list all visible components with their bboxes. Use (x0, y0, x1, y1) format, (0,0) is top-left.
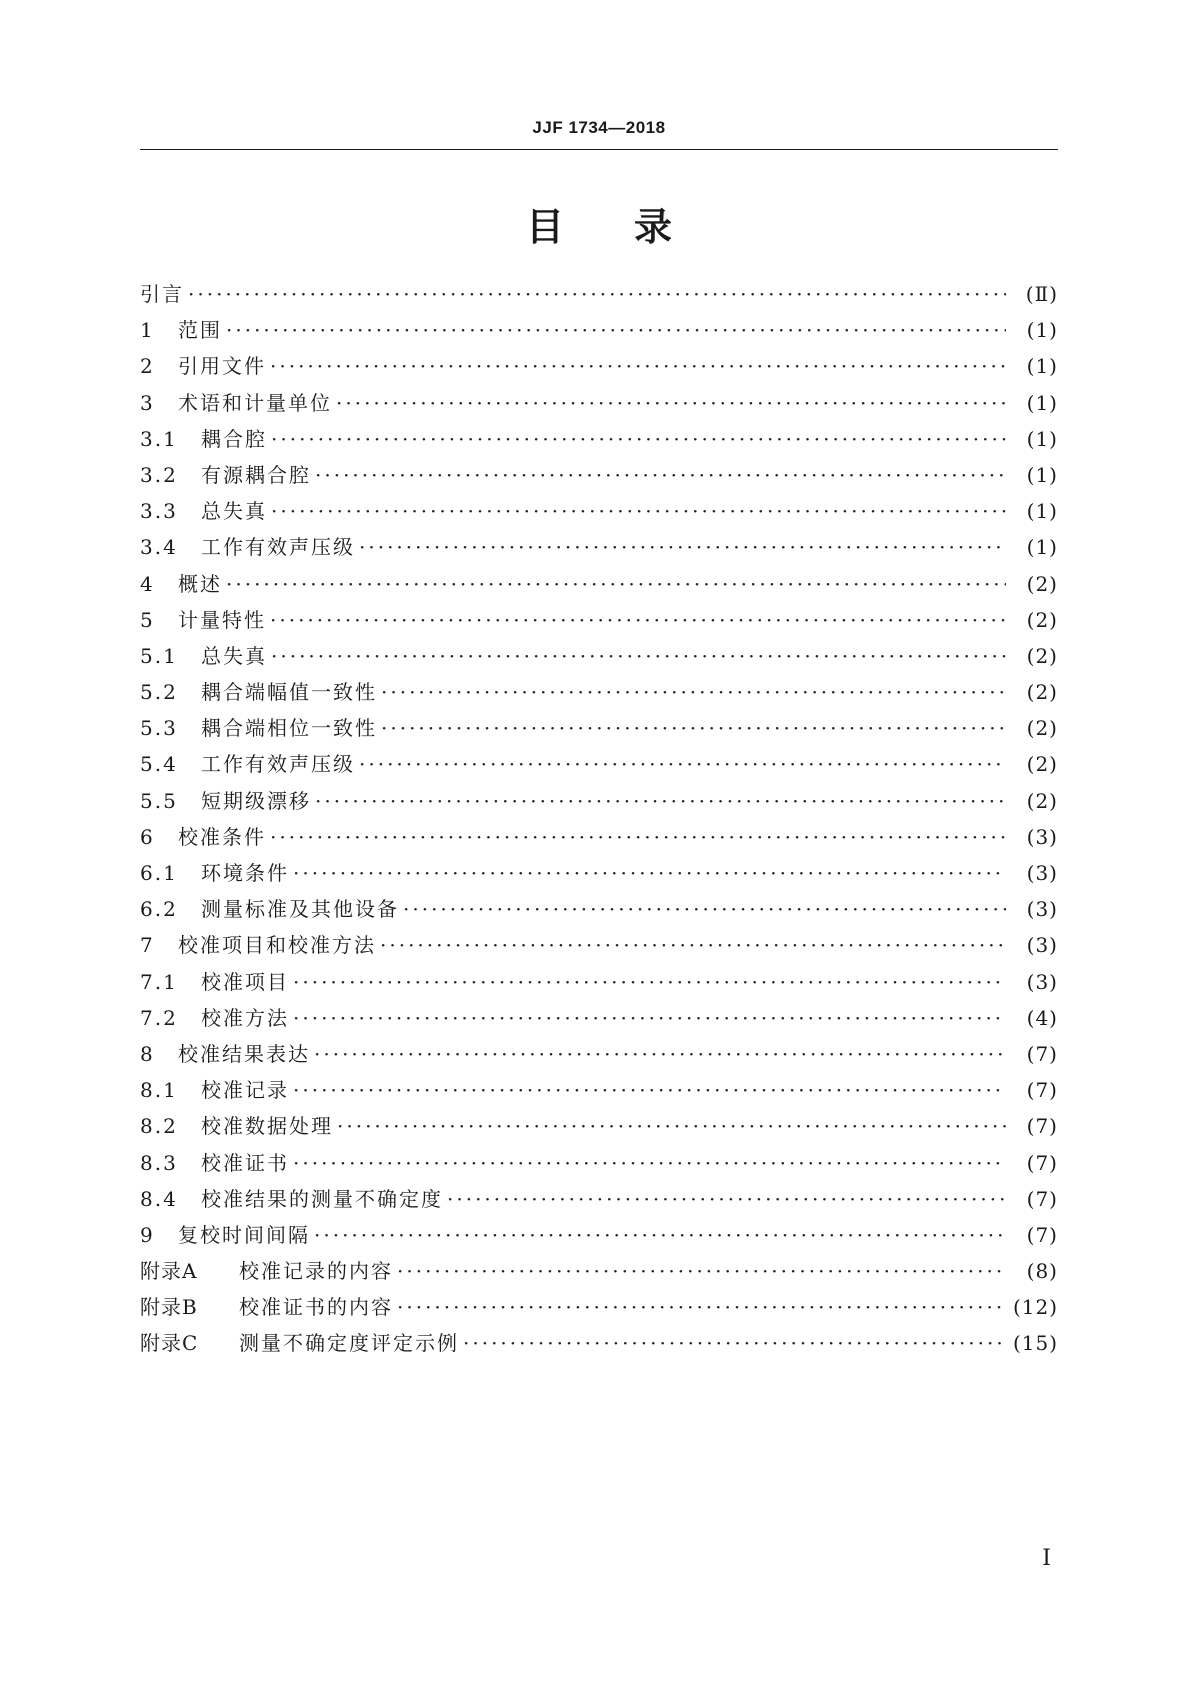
toc-entry-page: (2) (1026, 716, 1058, 741)
toc-entry-number: 3.3 (140, 499, 178, 524)
toc-dot-leader (270, 602, 1006, 638)
toc-entry-page: (1) (1026, 462, 1058, 487)
toc-dot-leader (188, 276, 1006, 312)
toc-dot-leader (226, 312, 1006, 348)
toc-dot-leader (315, 457, 1006, 493)
toc-dot-leader (293, 1000, 1006, 1036)
toc-entry-label: 计量特性 (178, 607, 266, 632)
toc-dot-leader (403, 891, 1006, 927)
toc-entry[interactable] (140, 457, 1058, 493)
toc-entry-number: 6 (140, 824, 155, 849)
toc-entry-label: 校准证书的内容 (239, 1295, 393, 1320)
toc-entry-number: 5.4 (140, 752, 178, 777)
toc-entry-page: (1) (1026, 535, 1058, 560)
toc-entry-page: (3) (1026, 824, 1058, 849)
toc-entry[interactable] (140, 783, 1058, 819)
toc-entry-label: 引言 (140, 282, 184, 306)
toc-entry-page: (Ⅱ) (1025, 282, 1058, 306)
toc-dot-leader (271, 638, 1006, 674)
toc-entry[interactable] (140, 855, 1058, 891)
toc-entry-page: (2) (1026, 607, 1058, 632)
toc-entry-number: 2 (140, 354, 155, 379)
toc-entry-page: (2) (1026, 643, 1058, 668)
toc-entry-page: (7) (1026, 1186, 1058, 1211)
toc-dot-leader (293, 855, 1006, 891)
toc-entry-number: 5.2 (140, 680, 178, 705)
toc-dot-leader (397, 1289, 1006, 1325)
table-of-contents (140, 276, 1058, 1362)
toc-entry-page: (2) (1026, 788, 1058, 813)
toc-dot-leader (271, 493, 1006, 529)
toc-entry[interactable] (140, 1253, 1058, 1289)
toc-entry-page: (3) (1026, 969, 1058, 994)
toc-dot-leader (463, 1325, 1006, 1361)
toc-entry-label: 校准结果表达 (178, 1041, 310, 1066)
toc-entry-page: (1) (1026, 499, 1058, 524)
toc-entry-number: 3.4 (140, 535, 178, 560)
toc-entry-number: 附录B (140, 1295, 198, 1320)
toc-entry-number: 5.3 (140, 716, 178, 741)
toc-entry-number: 7.1 (140, 969, 178, 994)
toc-entry[interactable] (140, 276, 1058, 312)
toc-entry-number: 8.2 (140, 1114, 178, 1139)
toc-entry-label: 校准证书 (201, 1150, 289, 1175)
toc-entry-label: 工作有效声压级 (201, 752, 355, 777)
toc-dot-leader (337, 1108, 1006, 1144)
toc-entry[interactable] (140, 1217, 1058, 1253)
toc-dot-leader (447, 1181, 1006, 1217)
toc-dot-leader (270, 348, 1006, 384)
toc-entry-page: (2) (1026, 571, 1058, 596)
toc-entry[interactable] (140, 1108, 1058, 1144)
toc-entry-page: (1) (1026, 390, 1058, 415)
toc-entry-number: 3.1 (140, 426, 178, 451)
toc-entry-page: (2) (1026, 680, 1058, 705)
toc-dot-leader (381, 710, 1006, 746)
toc-entry-number: 附录C (140, 1331, 199, 1356)
toc-entry-label: 术语和计量单位 (178, 390, 332, 415)
toc-entry[interactable] (140, 891, 1058, 927)
toc-entry-number: 6.2 (140, 897, 178, 922)
toc-entry-label: 范围 (178, 318, 222, 343)
toc-entry-label: 工作有效声压级 (201, 535, 355, 560)
toc-entry[interactable] (140, 964, 1058, 1000)
toc-entry-number: 附录A (140, 1259, 198, 1284)
toc-entry[interactable] (140, 385, 1058, 421)
toc-dot-leader (270, 819, 1006, 855)
toc-entry-number: 8.1 (140, 1078, 178, 1103)
page-number: Ⅰ (1042, 1546, 1051, 1571)
toc-entry-label: 有源耦合腔 (201, 462, 311, 487)
toc-entry-number: 1 (140, 318, 155, 343)
toc-entry[interactable] (140, 529, 1058, 565)
toc-entry-label: 耦合端幅值一致性 (201, 680, 377, 705)
document-code-header: JJF 1734—2018 (532, 118, 666, 137)
toc-entry-page: (2) (1026, 752, 1058, 777)
toc-dot-leader (359, 746, 1006, 782)
toc-entry-label: 耦合腔 (201, 426, 267, 451)
toc-dot-leader (293, 1072, 1006, 1108)
toc-entry[interactable] (140, 312, 1058, 348)
toc-entry[interactable] (140, 1325, 1058, 1361)
toc-entry[interactable] (140, 1000, 1058, 1036)
toc-dot-leader (293, 964, 1006, 1000)
toc-entry-label: 校准记录的内容 (239, 1259, 393, 1284)
header-divider (140, 149, 1058, 150)
toc-entry-number: 3.2 (140, 462, 178, 487)
toc-dot-leader (397, 1253, 1006, 1289)
toc-dot-leader (314, 1036, 1006, 1072)
toc-entry[interactable] (140, 638, 1058, 674)
toc-entry-number: 8.3 (140, 1150, 178, 1175)
toc-entry-page: (4) (1026, 1005, 1058, 1030)
toc-entry-page: (7) (1026, 1041, 1058, 1066)
toc-entry-label: 校准项目和校准方法 (178, 933, 376, 958)
toc-dot-leader (336, 385, 1006, 421)
toc-entry-page: (3) (1026, 897, 1058, 922)
toc-entry-label: 校准方法 (201, 1005, 289, 1030)
toc-entry-number: 7 (140, 933, 155, 958)
toc-entry[interactable] (140, 1145, 1058, 1181)
toc-entry-number: 4 (140, 571, 155, 596)
toc-entry[interactable] (140, 674, 1058, 710)
toc-entry[interactable] (140, 348, 1058, 384)
toc-entry-label: 校准数据处理 (201, 1114, 333, 1139)
toc-entry-label: 复校时间间隔 (178, 1222, 310, 1247)
toc-entry[interactable] (140, 602, 1058, 638)
toc-entry-page: (12) (1012, 1295, 1058, 1320)
toc-entry[interactable] (140, 746, 1058, 782)
toc-entry-page: (3) (1026, 861, 1058, 885)
toc-dot-leader (293, 1145, 1006, 1181)
toc-dot-leader (380, 927, 1006, 963)
toc-entry[interactable] (140, 710, 1058, 746)
toc-entry-label: 测量不确定度评定示例 (239, 1331, 459, 1356)
toc-entry-number: 8.4 (140, 1186, 178, 1211)
toc-dot-leader (381, 674, 1006, 710)
toc-entry-page: (7) (1026, 1222, 1058, 1247)
toc-entry-page: (1) (1026, 318, 1058, 343)
toc-entry-page: (7) (1026, 1150, 1058, 1175)
toc-entry-label: 总失真 (201, 643, 267, 668)
toc-entry-label: 测量标准及其他设备 (201, 897, 399, 922)
toc-entry-number: 6.1 (140, 861, 178, 885)
toc-entry-page: (7) (1026, 1114, 1058, 1139)
toc-entry-label: 校准记录 (201, 1078, 289, 1103)
toc-entry-label: 耦合端相位一致性 (201, 716, 377, 741)
toc-entry[interactable] (140, 1181, 1058, 1217)
toc-entry-label: 校准条件 (178, 824, 266, 849)
toc-entry[interactable] (140, 1289, 1058, 1325)
toc-entry-page: (7) (1026, 1078, 1058, 1103)
toc-entry-label: 总失真 (201, 499, 267, 524)
toc-dot-leader (359, 529, 1006, 565)
toc-entry[interactable] (140, 421, 1058, 457)
toc-entry-number: 5.1 (140, 643, 178, 668)
toc-dot-leader (315, 783, 1006, 819)
toc-entry-page: (15) (1012, 1331, 1058, 1356)
toc-entry-label: 校准结果的测量不确定度 (201, 1186, 443, 1211)
toc-dot-leader (314, 1217, 1006, 1253)
toc-dot-leader (271, 421, 1006, 457)
toc-entry-number: 3 (140, 390, 155, 415)
toc-entry-label: 概述 (178, 571, 222, 596)
toc-entry-number: 5 (140, 607, 155, 632)
toc-dot-leader (226, 566, 1006, 602)
toc-entry-page: (8) (1026, 1259, 1058, 1284)
toc-entry-page: (1) (1026, 426, 1058, 451)
toc-entry[interactable] (140, 927, 1058, 963)
toc-entry-number: 5.5 (140, 788, 178, 813)
toc-entry[interactable] (140, 1072, 1058, 1108)
toc-entry-page: (3) (1026, 933, 1058, 958)
toc-entry[interactable] (140, 566, 1058, 602)
toc-entry-label: 环境条件 (201, 861, 289, 885)
toc-entry-label: 校准项目 (201, 969, 289, 994)
toc-entry-number: 7.2 (140, 1005, 178, 1030)
toc-entry-label: 引用文件 (178, 354, 266, 379)
toc-entry[interactable] (140, 493, 1058, 529)
toc-entry-page: (1) (1026, 354, 1058, 379)
toc-entry[interactable] (140, 819, 1058, 855)
toc-entry-label: 短期级漂移 (201, 788, 311, 813)
toc-entry-number: 8 (140, 1041, 155, 1066)
toc-entry[interactable] (140, 1036, 1058, 1072)
page-title: 目录 (525, 205, 742, 249)
toc-entry-number: 9 (140, 1222, 155, 1247)
